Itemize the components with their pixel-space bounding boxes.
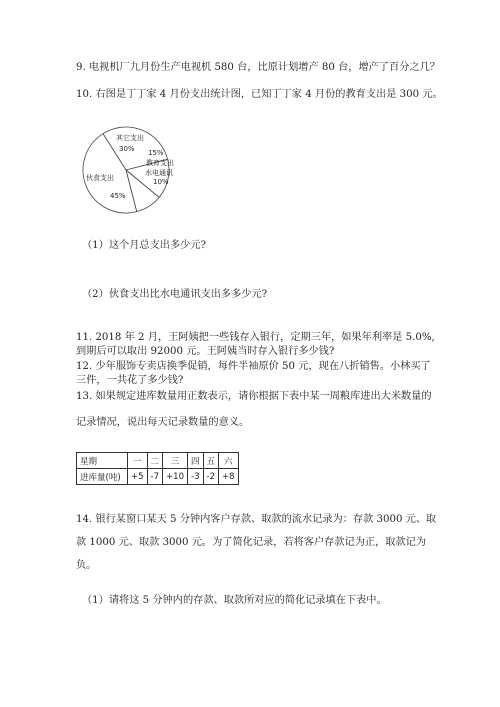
question-13-line-1: 13. 如果规定进库数量用正数表示，请你根据下表中某一周粮库进出大米数量的 — [76, 391, 432, 402]
expense-pie-chart — [76, 120, 186, 220]
table-cell: +10 — [163, 469, 188, 485]
table-header-weekday: 星期 — [77, 453, 128, 469]
table-header-quantity: 进库量(吨) — [77, 469, 128, 485]
question-14-line-1: 14. 银行某窗口某天 5 分钟内客户存款、取款的流水记录为：存款 3000 元、取 — [76, 514, 437, 525]
table-cell: 三 — [163, 453, 188, 469]
question-13-line-2: 记录情况，说出每天记录数量的意义。 — [76, 417, 250, 428]
table-cell: +5 — [128, 469, 148, 485]
question-14-line-3: 负。 — [76, 560, 97, 571]
table-cell: 四 — [188, 453, 204, 469]
question-10: 10. 右图是丁丁家 4 月份支出统计图，已知丁丁家 4 月份的教育支出是 300 元。 — [76, 89, 443, 100]
value-food: 45% — [110, 192, 126, 200]
question-10-part-1: （1）这个月总支出多少元? — [82, 240, 207, 251]
table-cell: +8 — [219, 469, 239, 485]
question-12-line-2: 三件，一共花了多少钱? — [76, 375, 184, 386]
question-10-part-2: （2）伙食支出比水电通讯支出多多少元? — [82, 289, 268, 300]
question-9: 9. 电视机厂九月份生产电视机 580 台，比原计划增产 80 台，增产了百分之几？ — [76, 62, 440, 73]
question-11-line-2: 到期后可以取出 92000 元。王阿姨当时存入银行多少钱? — [76, 346, 335, 357]
value-education: 15% — [148, 149, 164, 157]
question-14-line-2: 款 1000 元、取款 3000 元。为了简化记录，若将客户存款记为正，取款记为 — [76, 537, 427, 548]
table-cell: -2 — [203, 469, 219, 485]
value-utilities: 10% — [153, 178, 169, 186]
table-cell: -3 — [188, 469, 204, 485]
question-12-line-1: 12. 少年服饰专卖店换季促销，每件半袖原价 50 元，现在八折销售。小林买了 — [76, 361, 431, 372]
table-cell: 一 — [128, 453, 148, 469]
table-cell: 五 — [203, 453, 219, 469]
value-other: 30% — [119, 145, 135, 153]
label-other: 其它支出 — [116, 134, 144, 142]
label-utilities: 水电通讯 — [145, 169, 173, 177]
table-cell: 六 — [219, 453, 239, 469]
table-row — [77, 453, 239, 469]
table-cell: 二 — [147, 453, 163, 469]
label-education: 教育支出 — [146, 159, 174, 167]
table-row — [77, 469, 239, 485]
rice-record-table — [76, 452, 239, 485]
question-11-line-1: 11. 2018 年 2 月，王阿姨把一些钱存入银行，定期三年，如果年利率是 5.0%, — [76, 332, 435, 343]
label-food: 伙食支出 — [86, 174, 114, 182]
question-14-part-1: （1）请将这 5 分钟内的存款、取款所对应的简化记录填在下表中。 — [82, 595, 387, 606]
table-cell: -7 — [147, 469, 163, 485]
